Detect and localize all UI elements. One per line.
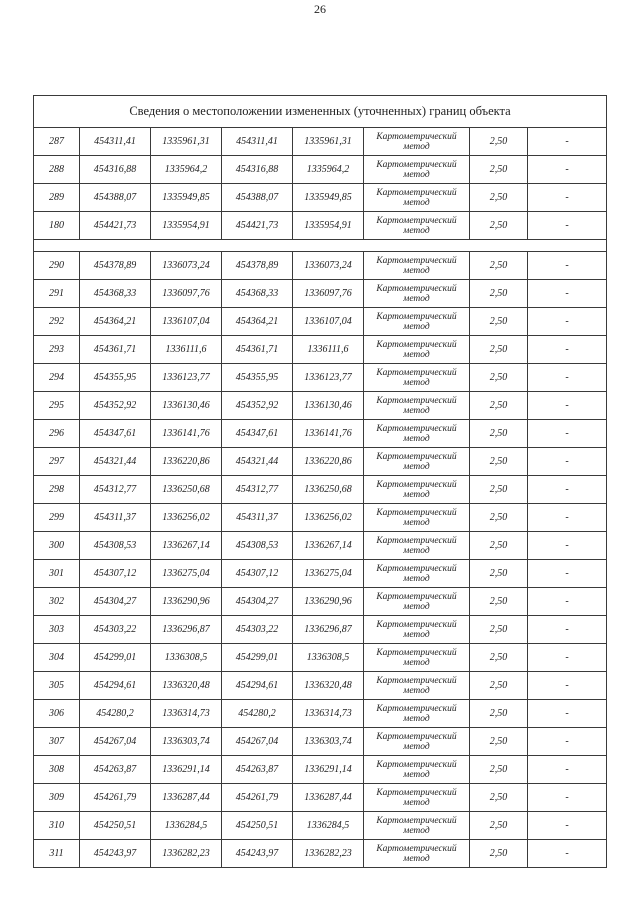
table-row bbox=[34, 756, 607, 784]
x-coordinate-new: 454261,79 bbox=[222, 784, 293, 812]
description-dash: - bbox=[528, 644, 607, 672]
y-coordinate-existing: 1336282,23 bbox=[151, 840, 222, 868]
table-row bbox=[34, 448, 607, 476]
table-row bbox=[34, 812, 607, 840]
determination-method: Картометрический метод bbox=[364, 156, 470, 184]
table-row bbox=[34, 212, 607, 240]
description-dash: - bbox=[528, 700, 607, 728]
table-row bbox=[34, 504, 607, 532]
determination-method: Картометрический метод bbox=[364, 840, 470, 868]
accuracy-value: 2,50 bbox=[470, 420, 528, 448]
determination-method: Картометрический метод bbox=[364, 308, 470, 336]
table-row bbox=[34, 364, 607, 392]
table-row bbox=[34, 700, 607, 728]
determination-method: Картометрический метод bbox=[364, 448, 470, 476]
accuracy-value: 2,50 bbox=[470, 364, 528, 392]
determination-method: Картометрический метод bbox=[364, 364, 470, 392]
x-coordinate-new: 454312,77 bbox=[222, 476, 293, 504]
point-number: 301 bbox=[34, 560, 80, 588]
y-coordinate-new: 1336287,44 bbox=[293, 784, 364, 812]
x-coordinate-new: 454263,87 bbox=[222, 756, 293, 784]
description-dash: - bbox=[528, 420, 607, 448]
table-row bbox=[34, 280, 607, 308]
description-dash: - bbox=[528, 784, 607, 812]
x-coordinate-existing: 454378,89 bbox=[80, 252, 151, 280]
y-coordinate-existing: 1336308,5 bbox=[151, 644, 222, 672]
description-dash: - bbox=[528, 756, 607, 784]
y-coordinate-new: 1336296,87 bbox=[293, 616, 364, 644]
y-coordinate-new: 1336220,86 bbox=[293, 448, 364, 476]
point-number: 291 bbox=[34, 280, 80, 308]
x-coordinate-existing: 454267,04 bbox=[80, 728, 151, 756]
y-coordinate-new: 1336290,96 bbox=[293, 588, 364, 616]
y-coordinate-new: 1336141,76 bbox=[293, 420, 364, 448]
y-coordinate-new: 1336123,77 bbox=[293, 364, 364, 392]
description-dash: - bbox=[528, 280, 607, 308]
accuracy-value: 2,50 bbox=[470, 672, 528, 700]
determination-method: Картометрический метод bbox=[364, 812, 470, 840]
accuracy-value: 2,50 bbox=[470, 728, 528, 756]
y-coordinate-new: 1336308,5 bbox=[293, 644, 364, 672]
determination-method: Картометрический метод bbox=[364, 392, 470, 420]
y-coordinate-new: 1336097,76 bbox=[293, 280, 364, 308]
x-coordinate-existing: 454368,33 bbox=[80, 280, 151, 308]
description-dash: - bbox=[528, 392, 607, 420]
y-coordinate-existing: 1336296,87 bbox=[151, 616, 222, 644]
point-number: 296 bbox=[34, 420, 80, 448]
x-coordinate-existing: 454311,41 bbox=[80, 128, 151, 156]
y-coordinate-existing: 1336275,04 bbox=[151, 560, 222, 588]
description-dash: - bbox=[528, 672, 607, 700]
point-number: 310 bbox=[34, 812, 80, 840]
determination-method: Картометрический метод bbox=[364, 280, 470, 308]
accuracy-value: 2,50 bbox=[470, 184, 528, 212]
y-coordinate-existing: 1336111,6 bbox=[151, 336, 222, 364]
accuracy-value: 2,50 bbox=[470, 560, 528, 588]
table-row bbox=[34, 336, 607, 364]
x-coordinate-existing: 454321,44 bbox=[80, 448, 151, 476]
y-coordinate-new: 1336282,23 bbox=[293, 840, 364, 868]
table-row bbox=[34, 784, 607, 812]
x-coordinate-existing: 454299,01 bbox=[80, 644, 151, 672]
y-coordinate-existing: 1336073,24 bbox=[151, 252, 222, 280]
y-coordinate-existing: 1336290,96 bbox=[151, 588, 222, 616]
description-dash: - bbox=[528, 308, 607, 336]
point-number: 304 bbox=[34, 644, 80, 672]
y-coordinate-existing: 1335949,85 bbox=[151, 184, 222, 212]
y-coordinate-new: 1335961,31 bbox=[293, 128, 364, 156]
y-coordinate-existing: 1336130,46 bbox=[151, 392, 222, 420]
y-coordinate-existing: 1336267,14 bbox=[151, 532, 222, 560]
point-number: 308 bbox=[34, 756, 80, 784]
accuracy-value: 2,50 bbox=[470, 700, 528, 728]
table-row bbox=[34, 840, 607, 868]
x-coordinate-new: 454311,37 bbox=[222, 504, 293, 532]
determination-method: Картометрический метод bbox=[364, 476, 470, 504]
point-number: 302 bbox=[34, 588, 80, 616]
x-coordinate-existing: 454361,71 bbox=[80, 336, 151, 364]
x-coordinate-new: 454299,01 bbox=[222, 644, 293, 672]
x-coordinate-existing: 454304,27 bbox=[80, 588, 151, 616]
accuracy-value: 2,50 bbox=[470, 212, 528, 240]
page-number: 26 bbox=[314, 2, 326, 16]
determination-method: Картометрический метод bbox=[364, 728, 470, 756]
y-coordinate-existing: 1335964,2 bbox=[151, 156, 222, 184]
x-coordinate-existing: 454312,77 bbox=[80, 476, 151, 504]
y-coordinate-existing: 1336097,76 bbox=[151, 280, 222, 308]
y-coordinate-existing: 1335954,91 bbox=[151, 212, 222, 240]
y-coordinate-existing: 1336314,73 bbox=[151, 700, 222, 728]
accuracy-value: 2,50 bbox=[470, 588, 528, 616]
y-coordinate-new: 1335949,85 bbox=[293, 184, 364, 212]
accuracy-value: 2,50 bbox=[470, 336, 528, 364]
y-coordinate-existing: 1335961,31 bbox=[151, 128, 222, 156]
x-coordinate-existing: 454352,92 bbox=[80, 392, 151, 420]
table-row bbox=[34, 588, 607, 616]
x-coordinate-existing: 454263,87 bbox=[80, 756, 151, 784]
y-coordinate-existing: 1336291,14 bbox=[151, 756, 222, 784]
point-number: 300 bbox=[34, 532, 80, 560]
y-coordinate-new: 1336111,6 bbox=[293, 336, 364, 364]
x-coordinate-existing: 454303,22 bbox=[80, 616, 151, 644]
determination-method: Картометрический метод bbox=[364, 336, 470, 364]
point-number: 303 bbox=[34, 616, 80, 644]
description-dash: - bbox=[528, 364, 607, 392]
description-dash: - bbox=[528, 560, 607, 588]
x-coordinate-new: 454421,73 bbox=[222, 212, 293, 240]
determination-method: Картометрический метод bbox=[364, 420, 470, 448]
y-coordinate-new: 1336073,24 bbox=[293, 252, 364, 280]
description-dash: - bbox=[528, 184, 607, 212]
determination-method: Картометрический метод bbox=[364, 184, 470, 212]
description-dash: - bbox=[528, 812, 607, 840]
table-row bbox=[34, 184, 607, 212]
x-coordinate-new: 454303,22 bbox=[222, 616, 293, 644]
x-coordinate-new: 454352,92 bbox=[222, 392, 293, 420]
x-coordinate-new: 454311,41 bbox=[222, 128, 293, 156]
table-body bbox=[34, 128, 607, 868]
y-coordinate-existing: 1336123,77 bbox=[151, 364, 222, 392]
y-coordinate-existing: 1336320,48 bbox=[151, 672, 222, 700]
table-row bbox=[34, 476, 607, 504]
determination-method: Картометрический метод bbox=[364, 644, 470, 672]
table-row bbox=[34, 616, 607, 644]
y-coordinate-new: 1336291,14 bbox=[293, 756, 364, 784]
y-coordinate-existing: 1336220,86 bbox=[151, 448, 222, 476]
y-coordinate-new: 1336275,04 bbox=[293, 560, 364, 588]
x-coordinate-existing: 454243,97 bbox=[80, 840, 151, 868]
x-coordinate-new: 454361,71 bbox=[222, 336, 293, 364]
point-number: 305 bbox=[34, 672, 80, 700]
x-coordinate-existing: 454316,88 bbox=[80, 156, 151, 184]
point-number: 299 bbox=[34, 504, 80, 532]
table-row bbox=[34, 644, 607, 672]
description-dash: - bbox=[528, 448, 607, 476]
table-row bbox=[34, 392, 607, 420]
description-dash: - bbox=[528, 728, 607, 756]
table-row bbox=[34, 252, 607, 280]
accuracy-value: 2,50 bbox=[470, 504, 528, 532]
x-coordinate-new: 454347,61 bbox=[222, 420, 293, 448]
y-coordinate-new: 1335954,91 bbox=[293, 212, 364, 240]
x-coordinate-new: 454378,89 bbox=[222, 252, 293, 280]
y-coordinate-new: 1336250,68 bbox=[293, 476, 364, 504]
determination-method: Картометрический метод bbox=[364, 532, 470, 560]
determination-method: Картометрический метод bbox=[364, 212, 470, 240]
point-number: 306 bbox=[34, 700, 80, 728]
description-dash: - bbox=[528, 128, 607, 156]
x-coordinate-new: 454267,04 bbox=[222, 728, 293, 756]
determination-method: Картометрический метод bbox=[364, 128, 470, 156]
y-coordinate-new: 1336320,48 bbox=[293, 672, 364, 700]
y-coordinate-new: 1336267,14 bbox=[293, 532, 364, 560]
x-coordinate-existing: 454421,73 bbox=[80, 212, 151, 240]
determination-method: Картометрический метод bbox=[364, 756, 470, 784]
table-row bbox=[34, 560, 607, 588]
y-coordinate-existing: 1336284,5 bbox=[151, 812, 222, 840]
x-coordinate-new: 454250,51 bbox=[222, 812, 293, 840]
point-number: 295 bbox=[34, 392, 80, 420]
determination-method: Картометрический метод bbox=[364, 560, 470, 588]
determination-method: Картометрический метод bbox=[364, 252, 470, 280]
table-row bbox=[34, 308, 607, 336]
determination-method: Картометрический метод bbox=[364, 504, 470, 532]
point-number: 294 bbox=[34, 364, 80, 392]
y-coordinate-new: 1336107,04 bbox=[293, 308, 364, 336]
y-coordinate-new: 1335964,2 bbox=[293, 156, 364, 184]
y-coordinate-existing: 1336107,04 bbox=[151, 308, 222, 336]
point-number: 293 bbox=[34, 336, 80, 364]
determination-method: Картометрический метод bbox=[364, 616, 470, 644]
determination-method: Картометрический метод bbox=[364, 588, 470, 616]
description-dash: - bbox=[528, 616, 607, 644]
table-row bbox=[34, 156, 607, 184]
description-dash: - bbox=[528, 252, 607, 280]
description-dash: - bbox=[528, 532, 607, 560]
table-row bbox=[34, 728, 607, 756]
table-title: Сведения о местоположении измененных (уточненных) границ объекта bbox=[34, 96, 607, 128]
x-coordinate-existing: 454311,37 bbox=[80, 504, 151, 532]
description-dash: - bbox=[528, 156, 607, 184]
x-coordinate-existing: 454364,21 bbox=[80, 308, 151, 336]
x-coordinate-existing: 454355,95 bbox=[80, 364, 151, 392]
point-number: 311 bbox=[34, 840, 80, 868]
accuracy-value: 2,50 bbox=[470, 128, 528, 156]
x-coordinate-new: 454243,97 bbox=[222, 840, 293, 868]
x-coordinate-existing: 454261,79 bbox=[80, 784, 151, 812]
accuracy-value: 2,50 bbox=[470, 308, 528, 336]
determination-method: Картометрический метод bbox=[364, 784, 470, 812]
y-coordinate-existing: 1336250,68 bbox=[151, 476, 222, 504]
table-row bbox=[34, 672, 607, 700]
accuracy-value: 2,50 bbox=[470, 784, 528, 812]
description-dash: - bbox=[528, 336, 607, 364]
x-coordinate-new: 454355,95 bbox=[222, 364, 293, 392]
description-dash: - bbox=[528, 840, 607, 868]
x-coordinate-existing: 454307,12 bbox=[80, 560, 151, 588]
table-row bbox=[34, 128, 607, 156]
accuracy-value: 2,50 bbox=[470, 616, 528, 644]
point-number: 309 bbox=[34, 784, 80, 812]
point-number: 307 bbox=[34, 728, 80, 756]
x-coordinate-new: 454307,12 bbox=[222, 560, 293, 588]
description-dash: - bbox=[528, 504, 607, 532]
determination-method: Картометрический метод bbox=[364, 672, 470, 700]
x-coordinate-new: 454321,44 bbox=[222, 448, 293, 476]
x-coordinate-new: 454368,33 bbox=[222, 280, 293, 308]
accuracy-value: 2,50 bbox=[470, 280, 528, 308]
accuracy-value: 2,50 bbox=[470, 532, 528, 560]
y-coordinate-existing: 1336141,76 bbox=[151, 420, 222, 448]
x-coordinate-existing: 454308,53 bbox=[80, 532, 151, 560]
accuracy-value: 2,50 bbox=[470, 476, 528, 504]
table-row bbox=[34, 420, 607, 448]
point-number: 297 bbox=[34, 448, 80, 476]
accuracy-value: 2,50 bbox=[470, 252, 528, 280]
y-coordinate-existing: 1336303,74 bbox=[151, 728, 222, 756]
x-coordinate-existing: 454250,51 bbox=[80, 812, 151, 840]
x-coordinate-existing: 454388,07 bbox=[80, 184, 151, 212]
x-coordinate-new: 454388,07 bbox=[222, 184, 293, 212]
point-number: 290 bbox=[34, 252, 80, 280]
point-number: 298 bbox=[34, 476, 80, 504]
description-dash: - bbox=[528, 476, 607, 504]
x-coordinate-new: 454294,61 bbox=[222, 672, 293, 700]
section-separator bbox=[34, 240, 607, 252]
y-coordinate-existing: 1336287,44 bbox=[151, 784, 222, 812]
description-dash: - bbox=[528, 588, 607, 616]
point-number: 180 bbox=[34, 212, 80, 240]
y-coordinate-new: 1336314,73 bbox=[293, 700, 364, 728]
accuracy-value: 2,50 bbox=[470, 840, 528, 868]
point-number: 287 bbox=[34, 128, 80, 156]
accuracy-value: 2,50 bbox=[470, 448, 528, 476]
accuracy-value: 2,50 bbox=[470, 812, 528, 840]
description-dash: - bbox=[528, 212, 607, 240]
y-coordinate-existing: 1336256,02 bbox=[151, 504, 222, 532]
x-coordinate-new: 454304,27 bbox=[222, 588, 293, 616]
point-number: 289 bbox=[34, 184, 80, 212]
y-coordinate-new: 1336130,46 bbox=[293, 392, 364, 420]
accuracy-value: 2,50 bbox=[470, 756, 528, 784]
x-coordinate-new: 454316,88 bbox=[222, 156, 293, 184]
separator-cell bbox=[34, 240, 607, 252]
point-number: 288 bbox=[34, 156, 80, 184]
x-coordinate-new: 454280,2 bbox=[222, 700, 293, 728]
y-coordinate-new: 1336284,5 bbox=[293, 812, 364, 840]
determination-method: Картометрический метод bbox=[364, 700, 470, 728]
y-coordinate-new: 1336256,02 bbox=[293, 504, 364, 532]
boundary-coordinates-table bbox=[33, 95, 607, 868]
y-coordinate-new: 1336303,74 bbox=[293, 728, 364, 756]
x-coordinate-new: 454364,21 bbox=[222, 308, 293, 336]
accuracy-value: 2,50 bbox=[470, 644, 528, 672]
table-row bbox=[34, 532, 607, 560]
accuracy-value: 2,50 bbox=[470, 156, 528, 184]
accuracy-value: 2,50 bbox=[470, 392, 528, 420]
x-coordinate-new: 454308,53 bbox=[222, 532, 293, 560]
x-coordinate-existing: 454280,2 bbox=[80, 700, 151, 728]
point-number: 292 bbox=[34, 308, 80, 336]
x-coordinate-existing: 454294,61 bbox=[80, 672, 151, 700]
x-coordinate-existing: 454347,61 bbox=[80, 420, 151, 448]
